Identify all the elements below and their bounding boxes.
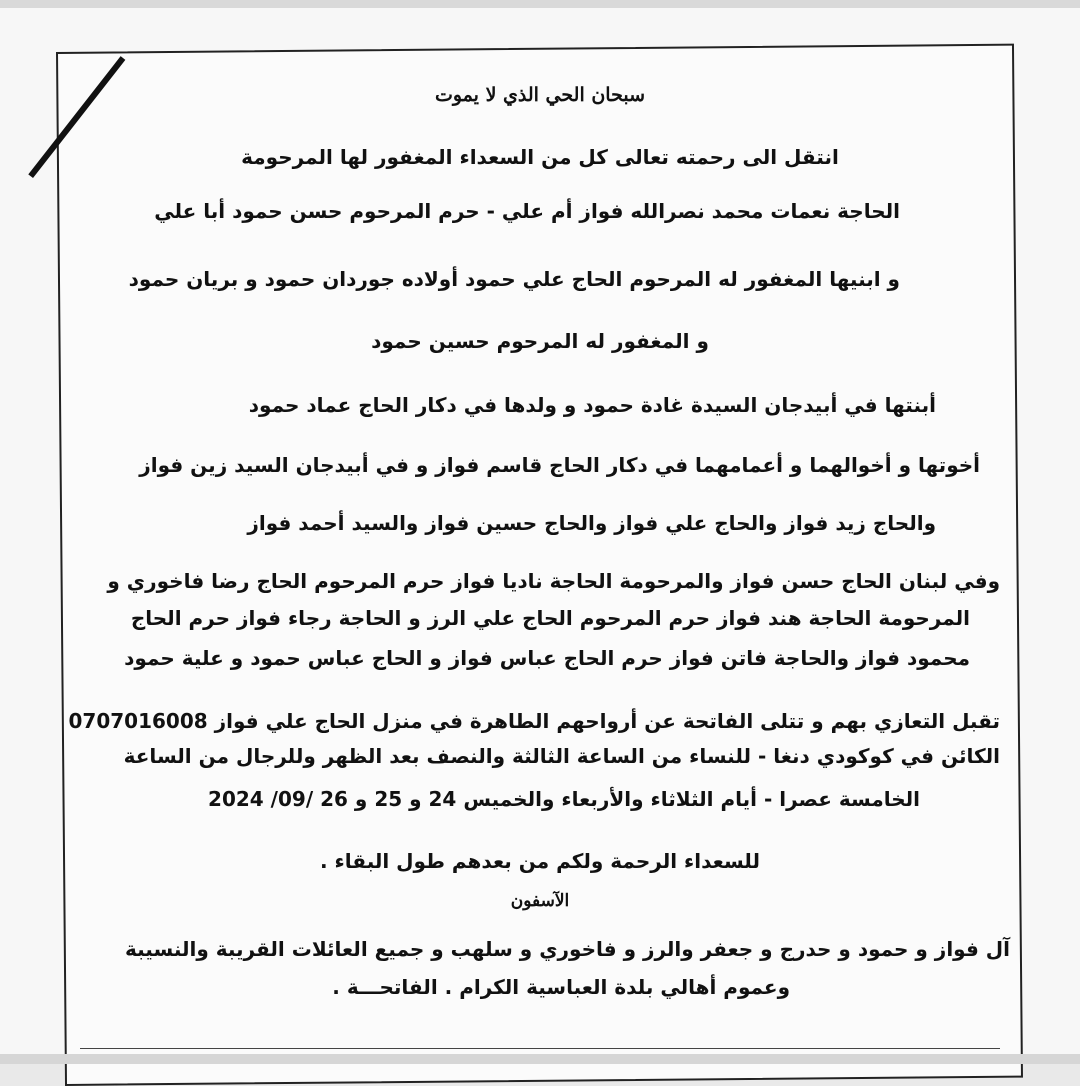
blessing-line: للسعداء الرحمة ولكم من بعدهم طول البقاء . <box>320 849 760 873</box>
families-line-1: آل فواز و حمود و حدرج و جعفر والرز و فاخوري و سلهب و جميع العائلات القريبة والنسيبة <box>125 937 1010 961</box>
mourners-line-6: محمود فواز والحاجة فاتن فواز حرم الحاج عباس فواز و الحاج عباس حمود و علية حمود <box>124 646 970 670</box>
mourners-line-3: والحاج زيد فواز والحاج علي فواز والحاج حسين فواز والسيد أحمد فواز <box>247 511 936 535</box>
announcement-line-4: و المغفور له المرحوم حسين حمود <box>371 329 709 353</box>
mourners-line-2: أخوتها و أخوالهما و أعمامهما في دكار الحاج قاسم فواز و في أبيدجان السيد زين فواز <box>139 453 980 477</box>
mourners-line-4: وفي لبنان الحاج حسن فواز والمرحومة الحاجة ناديا فواز حرم المرحوم الحاج رضا فاخوري و <box>107 569 1000 593</box>
top-edge <box>0 0 1080 8</box>
announcement-line-3: و ابنيها المغفور له المرحوم الحاج علي حمود أولاده جوردان حمود و بريان حمود <box>128 267 900 291</box>
mourners-line-1: أبنتها في أبيدجان السيدة غادة حمود و ولدها في دكار الحاج عماد حمود <box>248 393 936 417</box>
bottom-edge <box>0 1054 1080 1064</box>
signature-title: الآسفون <box>510 891 570 911</box>
page-title: سبحان الحي الذي لا يموت <box>434 84 645 106</box>
mourners-line-5: المرحومة الحاجة هند فواز حرم المرحوم الحاج علي الرز و الحاجة رجاء فواز حرم الحاج <box>130 606 970 630</box>
announcement-line-2: الحاجة نعمات محمد نصرالله فواز أم علي - حرم المرحوم حسن حمود أبا علي <box>154 199 900 223</box>
announcement-line-1: انتقل الى رحمته تعالى كل من السعداء المغفور لها المرحومة <box>241 145 839 169</box>
condolences-line-3: الخامسة عصرا - أيام الثلاثاء والأربعاء والخميس 24 و 25 و 26 /09/ 2024 <box>208 787 920 811</box>
condolences-line-1: تقبل التعازي بهم و تتلى الفاتحة عن أرواحهم الطاهرة في منزل الحاج علي فواز 0707016008 <box>68 709 1000 733</box>
bottom-rule <box>80 1048 1000 1049</box>
condolences-line-2: الكائن في كوكودي دنغا - للنساء من الساعة الثالثة والنصف بعد الظهر وللرجال من الساعة <box>123 744 1000 768</box>
families-line-2: وعموم أهالي بلدة العباسية الكرام . الفاتحـــة . <box>332 975 790 999</box>
